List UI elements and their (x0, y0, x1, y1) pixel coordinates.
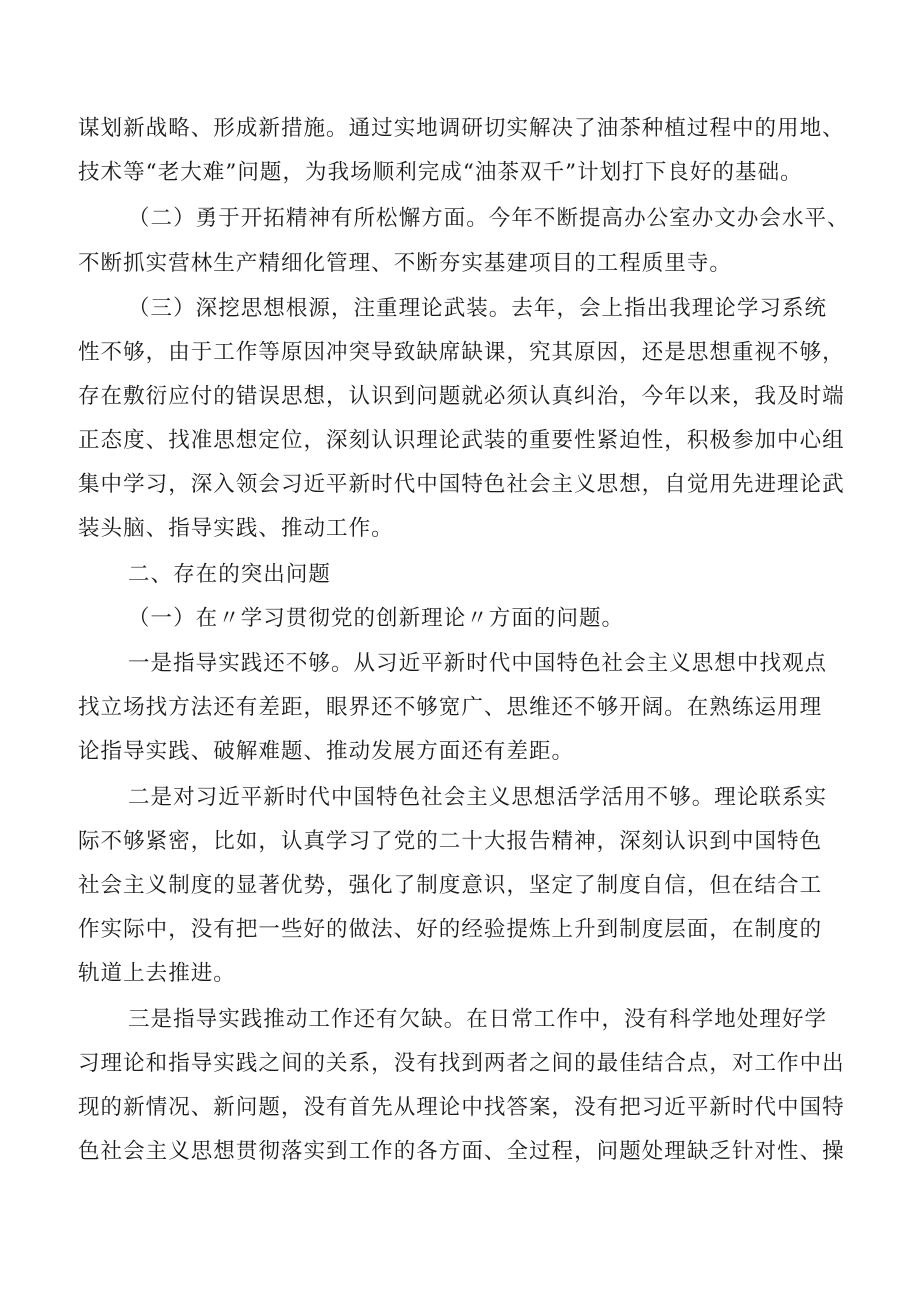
text-line: 色社会主义思想贯彻落实到工作的各方面、全过程，问题处理缺乏针对性、操 (78, 1139, 845, 1164)
text-line: 际不够紧密，比如，认真学习了党的二十大报告精神，深刻认识到中国特色 (78, 829, 823, 854)
text-line: 三是指导实践推动工作还有欠缺。在日常工作中，没有科学地处理好学 (128, 1007, 828, 1032)
text-line: 作实际中，没有把一些好的做法、好的经验提炼上升到制度层面，在制度的 (78, 917, 823, 942)
text-line: 正态度、找准思想定位，深刻认识理论武装的重要性紧迫性，积极参加中心组 (78, 428, 845, 453)
text-line: 集中学习，深入领会习近平新时代中国特色社会主义思想，自觉用先进理论武 (78, 472, 845, 497)
text-line: 论指导实践、破解难题、推动发展方面还有差距。 (78, 739, 575, 764)
text-line: 找立场找方法还有差距，眼界还不够宽广、思维还不够开阔。在熟练运用理 (78, 695, 823, 720)
section-heading: 二、存在的突出问题 (128, 562, 331, 587)
text-line: 技术等“老大难”问题，为我场顺利完成“油茶双千”计划打下良好的基础。 (78, 160, 803, 185)
text-line: （二）勇于开拓精神有所松懈方面。今年不断提高办公室办文办会水平、 (128, 206, 850, 231)
text-line: （三）深挖思想根源，注重理论武装。去年，会上指出我理论学习系统 (128, 296, 828, 321)
text-line: 谋划新战略、形成新措施。通过实地调研切实解决了油茶种植过程中的用地、 (78, 116, 845, 141)
text-line: 习理论和指导实践之间的关系，没有找到两者之间的最佳结合点，对工作中出 (78, 1051, 845, 1076)
text-line: 二是对习近平新时代中国特色社会主义思想活学活用不够。理论联系实 (128, 785, 828, 810)
text-line: 一是指导实践还不够。从习近平新时代中国特色社会主义思想中找观点 (128, 651, 828, 676)
text-line: 社会主义制度的显著优势，强化了制度意识，坚定了制度自信，但在结合工 (78, 873, 823, 898)
text-line: 不断抓实营林生产精细化管理、不断夯实基建项目的工程质里寺。 (78, 251, 732, 276)
text-line: 现的新情况、新问题，没有首先从理论中找答案，没有把习近平新时代中国特 (78, 1095, 845, 1120)
text-line: 轨道上去推进。 (78, 961, 236, 986)
subsection-heading: （一）在〃学习贯彻党的创新理论〃方面的问题。 (128, 606, 625, 631)
text-line: 装头脑、指导实践、推动工作。 (78, 516, 394, 541)
text-line: 存在敷衍应付的错误思想，认识到问题就必须认真纠治，今年以来，我及时端 (78, 384, 845, 409)
text-line: 性不够，由于工作等原因冲突导致缺席缺课，究其原因，还是思想重视不够， (78, 340, 845, 365)
